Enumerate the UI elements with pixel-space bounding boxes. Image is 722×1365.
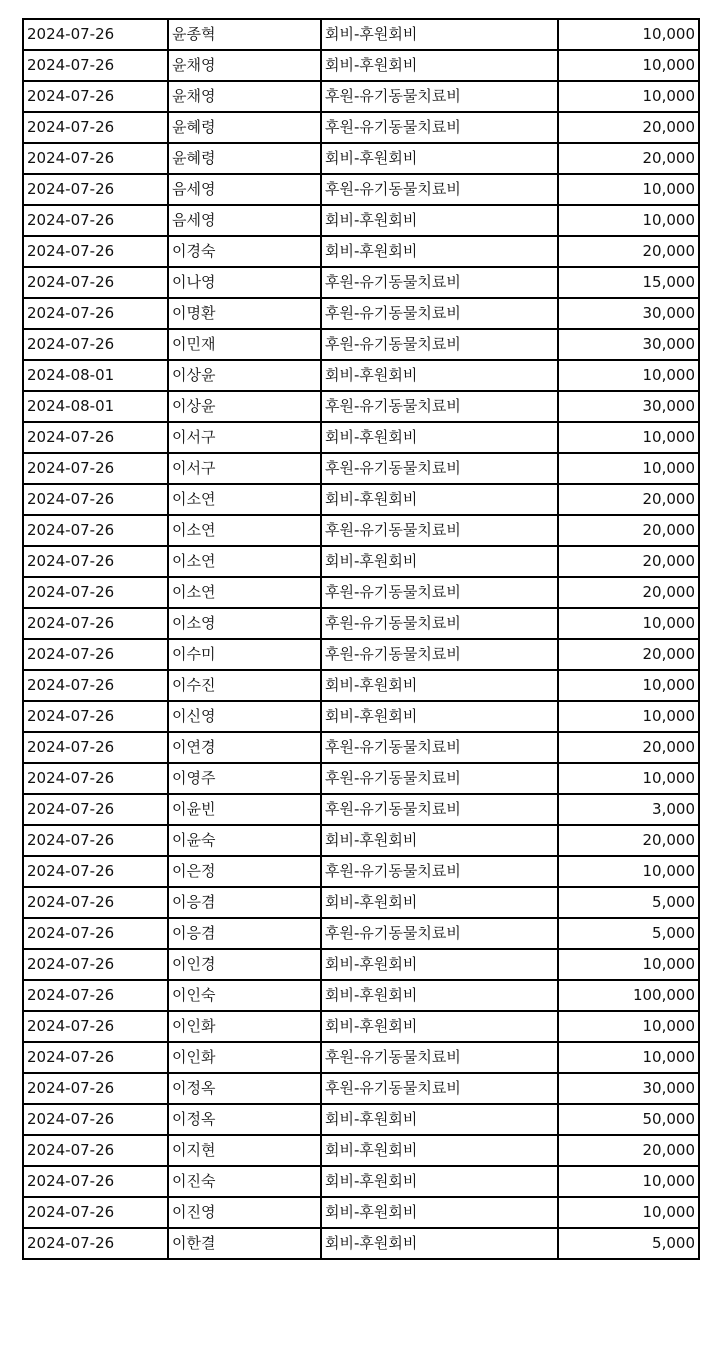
amount-cell: 10,000: [558, 422, 699, 453]
table-row: [23, 794, 699, 825]
date-cell: 2024-07-26: [23, 546, 168, 577]
category-cell: 회비-후원회비: [321, 1228, 558, 1259]
name-cell: 이상윤: [168, 391, 321, 422]
amount-cell: 10,000: [558, 81, 699, 112]
table-row: [23, 484, 699, 515]
table-row: [23, 81, 699, 112]
date-cell: 2024-07-26: [23, 701, 168, 732]
category-cell: 회비-후원회비: [321, 980, 558, 1011]
table-row: [23, 825, 699, 856]
amount-cell: 20,000: [558, 484, 699, 515]
amount-cell: 20,000: [558, 825, 699, 856]
category-cell: 회비-후원회비: [321, 484, 558, 515]
amount-cell: 20,000: [558, 546, 699, 577]
name-cell: 윤종혁: [168, 19, 321, 50]
table-row: [23, 174, 699, 205]
amount-cell: 10,000: [558, 763, 699, 794]
table-row: [23, 546, 699, 577]
category-cell: 회비-후원회비: [321, 19, 558, 50]
table-row: [23, 856, 699, 887]
date-cell: 2024-07-26: [23, 143, 168, 174]
date-cell: 2024-07-26: [23, 515, 168, 546]
category-cell: 후원-유기동물치료비: [321, 298, 558, 329]
table-row: [23, 701, 699, 732]
table-row: [23, 236, 699, 267]
category-cell: 후원-유기동물치료비: [321, 856, 558, 887]
name-cell: 이상윤: [168, 360, 321, 391]
amount-cell: 15,000: [558, 267, 699, 298]
date-cell: 2024-07-26: [23, 1197, 168, 1228]
date-cell: 2024-07-26: [23, 670, 168, 701]
date-cell: 2024-07-26: [23, 1011, 168, 1042]
table-row: [23, 980, 699, 1011]
date-cell: 2024-07-26: [23, 1135, 168, 1166]
category-cell: 후원-유기동물치료비: [321, 112, 558, 143]
date-cell: 2024-07-26: [23, 329, 168, 360]
name-cell: 이정옥: [168, 1073, 321, 1104]
date-cell: 2024-07-26: [23, 825, 168, 856]
category-cell: 후원-유기동물치료비: [321, 453, 558, 484]
name-cell: 이응겸: [168, 887, 321, 918]
date-cell: 2024-07-26: [23, 19, 168, 50]
amount-cell: 20,000: [558, 143, 699, 174]
date-cell: 2024-07-26: [23, 81, 168, 112]
table-row: [23, 918, 699, 949]
amount-cell: 10,000: [558, 1011, 699, 1042]
category-cell: 후원-유기동물치료비: [321, 918, 558, 949]
table-row: [23, 887, 699, 918]
name-cell: 이수미: [168, 639, 321, 670]
amount-cell: 20,000: [558, 236, 699, 267]
table-row: [23, 670, 699, 701]
date-cell: 2024-07-26: [23, 577, 168, 608]
donation-ledger-table: [22, 18, 700, 1260]
category-cell: 회비-후원회비: [321, 50, 558, 81]
table-row: [23, 453, 699, 484]
category-cell: 후원-유기동물치료비: [321, 391, 558, 422]
name-cell: 이소연: [168, 484, 321, 515]
name-cell: 이명환: [168, 298, 321, 329]
category-cell: 회비-후원회비: [321, 360, 558, 391]
table-row: [23, 391, 699, 422]
category-cell: 회비-후원회비: [321, 236, 558, 267]
table-row: [23, 329, 699, 360]
category-cell: 회비-후원회비: [321, 205, 558, 236]
table-row: [23, 422, 699, 453]
amount-cell: 5,000: [558, 1228, 699, 1259]
date-cell: 2024-07-26: [23, 174, 168, 205]
date-cell: 2024-07-26: [23, 267, 168, 298]
name-cell: 이신영: [168, 701, 321, 732]
name-cell: 이인화: [168, 1011, 321, 1042]
name-cell: 이한결: [168, 1228, 321, 1259]
amount-cell: 10,000: [558, 949, 699, 980]
category-cell: 후원-유기동물치료비: [321, 1042, 558, 1073]
name-cell: 이인경: [168, 949, 321, 980]
table-row: [23, 1073, 699, 1104]
category-cell: 회비-후원회비: [321, 825, 558, 856]
name-cell: 이지현: [168, 1135, 321, 1166]
amount-cell: 10,000: [558, 174, 699, 205]
name-cell: 이나영: [168, 267, 321, 298]
amount-cell: 10,000: [558, 453, 699, 484]
category-cell: 후원-유기동물치료비: [321, 329, 558, 360]
date-cell: 2024-07-26: [23, 1166, 168, 1197]
name-cell: 이진영: [168, 1197, 321, 1228]
table-row: [23, 360, 699, 391]
category-cell: 회비-후원회비: [321, 546, 558, 577]
name-cell: 이서구: [168, 453, 321, 484]
name-cell: 이윤빈: [168, 794, 321, 825]
date-cell: 2024-07-26: [23, 639, 168, 670]
category-cell: 회비-후원회비: [321, 1197, 558, 1228]
date-cell: 2024-07-26: [23, 1228, 168, 1259]
category-cell: 회비-후원회비: [321, 1135, 558, 1166]
name-cell: 이인숙: [168, 980, 321, 1011]
category-cell: 회비-후원회비: [321, 1104, 558, 1135]
name-cell: 음세영: [168, 174, 321, 205]
table-row: [23, 732, 699, 763]
name-cell: 이정옥: [168, 1104, 321, 1135]
amount-cell: 5,000: [558, 887, 699, 918]
category-cell: 후원-유기동물치료비: [321, 732, 558, 763]
category-cell: 회비-후원회비: [321, 422, 558, 453]
table-row: [23, 515, 699, 546]
category-cell: 회비-후원회비: [321, 949, 558, 980]
category-cell: 후원-유기동물치료비: [321, 794, 558, 825]
table-row: [23, 1135, 699, 1166]
name-cell: 이인화: [168, 1042, 321, 1073]
category-cell: 후원-유기동물치료비: [321, 81, 558, 112]
category-cell: 회비-후원회비: [321, 1166, 558, 1197]
date-cell: 2024-08-01: [23, 360, 168, 391]
amount-cell: 100,000: [558, 980, 699, 1011]
date-cell: 2024-07-26: [23, 1042, 168, 1073]
date-cell: 2024-07-26: [23, 732, 168, 763]
category-cell: 후원-유기동물치료비: [321, 515, 558, 546]
category-cell: 후원-유기동물치료비: [321, 1073, 558, 1104]
table-row: [23, 763, 699, 794]
amount-cell: 30,000: [558, 329, 699, 360]
amount-cell: 10,000: [558, 1197, 699, 1228]
category-cell: 후원-유기동물치료비: [321, 608, 558, 639]
table-row: [23, 577, 699, 608]
table-row: [23, 1042, 699, 1073]
name-cell: 이은정: [168, 856, 321, 887]
category-cell: 후원-유기동물치료비: [321, 174, 558, 205]
date-cell: 2024-07-26: [23, 918, 168, 949]
name-cell: 이윤숙: [168, 825, 321, 856]
table-row: [23, 112, 699, 143]
amount-cell: 20,000: [558, 515, 699, 546]
category-cell: 후원-유기동물치료비: [321, 763, 558, 794]
amount-cell: 50,000: [558, 1104, 699, 1135]
table-row: [23, 50, 699, 81]
name-cell: 윤채영: [168, 81, 321, 112]
name-cell: 이응겸: [168, 918, 321, 949]
amount-cell: 20,000: [558, 1135, 699, 1166]
table-row: [23, 298, 699, 329]
table-row: [23, 1197, 699, 1228]
date-cell: 2024-07-26: [23, 980, 168, 1011]
category-cell: 회비-후원회비: [321, 701, 558, 732]
table-row: [23, 19, 699, 50]
date-cell: 2024-07-26: [23, 236, 168, 267]
category-cell: 후원-유기동물치료비: [321, 577, 558, 608]
date-cell: 2024-07-26: [23, 112, 168, 143]
category-cell: 후원-유기동물치료비: [321, 639, 558, 670]
date-cell: 2024-07-26: [23, 608, 168, 639]
date-cell: 2024-07-26: [23, 298, 168, 329]
date-cell: 2024-07-26: [23, 422, 168, 453]
ledger-body: [23, 19, 699, 1259]
date-cell: 2024-07-26: [23, 1104, 168, 1135]
amount-cell: 10,000: [558, 205, 699, 236]
amount-cell: 20,000: [558, 639, 699, 670]
amount-cell: 3,000: [558, 794, 699, 825]
name-cell: 이소연: [168, 577, 321, 608]
name-cell: 이수진: [168, 670, 321, 701]
table-row: [23, 1166, 699, 1197]
category-cell: 회비-후원회비: [321, 1011, 558, 1042]
name-cell: 음세영: [168, 205, 321, 236]
date-cell: 2024-07-26: [23, 856, 168, 887]
amount-cell: 30,000: [558, 298, 699, 329]
name-cell: 이영주: [168, 763, 321, 794]
date-cell: 2024-07-26: [23, 453, 168, 484]
date-cell: 2024-07-26: [23, 484, 168, 515]
amount-cell: 10,000: [558, 360, 699, 391]
name-cell: 이진숙: [168, 1166, 321, 1197]
amount-cell: 10,000: [558, 50, 699, 81]
amount-cell: 20,000: [558, 577, 699, 608]
amount-cell: 5,000: [558, 918, 699, 949]
amount-cell: 10,000: [558, 1042, 699, 1073]
amount-cell: 20,000: [558, 112, 699, 143]
category-cell: 회비-후원회비: [321, 670, 558, 701]
table-row: [23, 639, 699, 670]
table-row: [23, 1228, 699, 1259]
date-cell: 2024-07-26: [23, 763, 168, 794]
date-cell: 2024-07-26: [23, 887, 168, 918]
name-cell: 이소연: [168, 515, 321, 546]
name-cell: 이경숙: [168, 236, 321, 267]
table-row: [23, 608, 699, 639]
name-cell: 윤채영: [168, 50, 321, 81]
date-cell: 2024-07-26: [23, 949, 168, 980]
name-cell: 이민재: [168, 329, 321, 360]
table-row: [23, 267, 699, 298]
amount-cell: 20,000: [558, 732, 699, 763]
date-cell: 2024-08-01: [23, 391, 168, 422]
table-row: [23, 1011, 699, 1042]
date-cell: 2024-07-26: [23, 794, 168, 825]
date-cell: 2024-07-26: [23, 1073, 168, 1104]
name-cell: 윤혜령: [168, 112, 321, 143]
category-cell: 회비-후원회비: [321, 143, 558, 174]
amount-cell: 10,000: [558, 19, 699, 50]
name-cell: 이소연: [168, 546, 321, 577]
category-cell: 회비-후원회비: [321, 887, 558, 918]
amount-cell: 30,000: [558, 391, 699, 422]
table-row: [23, 143, 699, 174]
amount-cell: 10,000: [558, 608, 699, 639]
table-row: [23, 1104, 699, 1135]
name-cell: 이소영: [168, 608, 321, 639]
amount-cell: 10,000: [558, 1166, 699, 1197]
amount-cell: 10,000: [558, 701, 699, 732]
amount-cell: 10,000: [558, 856, 699, 887]
name-cell: 이연경: [168, 732, 321, 763]
amount-cell: 10,000: [558, 670, 699, 701]
date-cell: 2024-07-26: [23, 50, 168, 81]
category-cell: 후원-유기동물치료비: [321, 267, 558, 298]
name-cell: 윤혜령: [168, 143, 321, 174]
table-row: [23, 205, 699, 236]
amount-cell: 30,000: [558, 1073, 699, 1104]
date-cell: 2024-07-26: [23, 205, 168, 236]
table-row: [23, 949, 699, 980]
name-cell: 이서구: [168, 422, 321, 453]
